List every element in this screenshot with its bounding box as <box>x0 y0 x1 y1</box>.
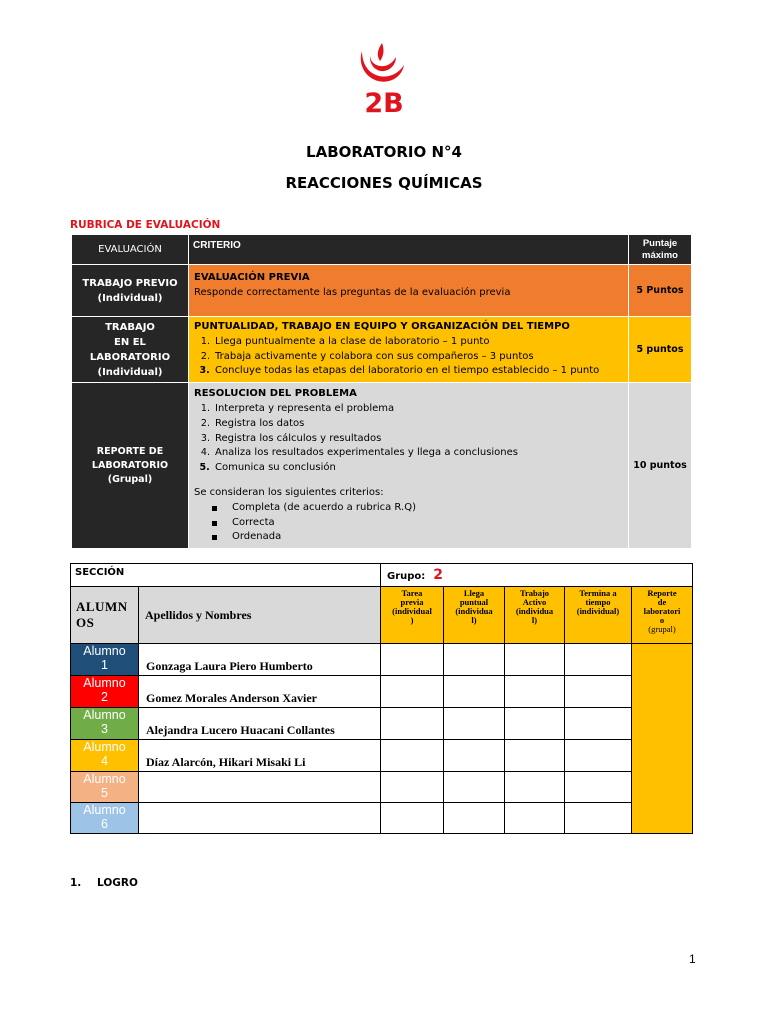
table-row <box>71 644 693 676</box>
table-row <box>71 676 693 708</box>
table-row <box>71 708 693 740</box>
section-number: 1. <box>70 877 82 889</box>
score-cell[interactable] <box>381 740 444 772</box>
header-evaluacion: EVALUACIÓN <box>72 235 189 265</box>
apellidos-header: Apellidos y Nombres <box>139 587 381 644</box>
score-cell[interactable] <box>565 740 632 772</box>
col-llega-puntual: Llega puntual (individua l) <box>444 587 505 644</box>
score-cell[interactable] <box>505 740 565 772</box>
score-cell[interactable] <box>444 708 505 740</box>
rubric-label: RUBRICA DE EVALUACIÓN <box>70 219 221 231</box>
col-tarea-previa: Tarea previa (individual ) <box>381 587 444 644</box>
score-cell[interactable] <box>381 772 444 803</box>
score-cell[interactable] <box>381 644 444 676</box>
score-cell[interactable] <box>565 772 632 803</box>
score-cell[interactable] <box>505 644 565 676</box>
row-points: 5 puntos <box>629 317 692 383</box>
grade-label: 2B <box>364 88 404 119</box>
page-number: 1 <box>689 952 696 966</box>
col-reporte: Reporte de laboratori o (grupal) <box>632 587 693 644</box>
table-row <box>71 772 693 803</box>
row-evaluation: REPORTE DE LABORATORIO (Grupal) <box>72 383 189 549</box>
score-cell[interactable] <box>565 644 632 676</box>
score-cell[interactable] <box>565 676 632 708</box>
score-cell[interactable] <box>444 803 505 834</box>
score-cell[interactable] <box>505 803 565 834</box>
students-table <box>70 563 693 834</box>
score-cell[interactable] <box>505 708 565 740</box>
rubric-row <box>72 265 692 317</box>
student-name: Díaz Alarcón, Hikari Misaki Li <box>139 740 381 772</box>
row-criterion: EVALUACIÓN PREVIA Responde correctamente las preguntas de la evaluación previa <box>189 265 629 317</box>
score-cell[interactable] <box>565 803 632 834</box>
document-title: LABORATORIO N°4 <box>306 143 462 161</box>
student-name <box>139 803 381 834</box>
seccion-label: SECCIÓN <box>71 564 381 587</box>
score-cell[interactable] <box>505 772 565 803</box>
student-label: Alumno 5 <box>71 772 139 803</box>
row-evaluation: TRABAJO EN EL LABORATORIO (Individual) <box>72 317 189 383</box>
rubric-row <box>72 383 692 549</box>
student-label: Alumno 1 <box>71 644 139 676</box>
row-criterion: PUNTUALIDAD, TRABAJO EN EQUIPO Y ORGANIZACIÓN DEL TIEMPO 1. Llega puntualmente a la clase de laboratorio – 1 punto 2. Trabaja activamente y colabora con sus compañeros – 3 puntos 3. Concluye todas las etapas del laboratorio en el tiempo establecido – 1 punto <box>189 317 629 383</box>
header-puntaje: Puntaje máximo <box>629 235 692 265</box>
student-name: Alejandra Lucero Huacani Collantes <box>139 708 381 740</box>
rubric-table <box>71 234 692 549</box>
row-points: 5 Puntos <box>629 265 692 317</box>
student-name <box>139 772 381 803</box>
score-cell[interactable] <box>444 772 505 803</box>
section-title: LOGRO <box>97 877 138 889</box>
score-cell[interactable] <box>444 740 505 772</box>
col-trabajo-activo: Trabajo Activo (individua l) <box>505 587 565 644</box>
score-cell[interactable] <box>565 708 632 740</box>
student-label: Alumno 2 <box>71 676 139 708</box>
col-termina-tiempo: Termina a tiempo (individual) <box>565 587 632 644</box>
row-points: 10 puntos <box>629 383 692 549</box>
grupo-field: Grupo: 2 <box>381 564 693 587</box>
table-row <box>71 740 693 772</box>
score-cell[interactable] <box>381 708 444 740</box>
score-cell[interactable] <box>381 676 444 708</box>
student-name: Gonzaga Laura Piero Humberto <box>139 644 381 676</box>
score-cell[interactable] <box>381 803 444 834</box>
header-criterio: CRITERIO <box>189 235 629 265</box>
student-name: Gomez Morales Anderson Xavier <box>139 676 381 708</box>
score-cell[interactable] <box>444 644 505 676</box>
rubric-row <box>72 317 692 383</box>
student-label: Alumno 3 <box>71 708 139 740</box>
table-row <box>71 803 693 834</box>
document-subtitle: REACCIONES QUÍMICAS <box>285 174 483 192</box>
row-criterion: RESOLUCION DEL PROBLEMA 1. Interpreta y representa el problema 2. Registra los datos 3. Registra los cálculos y resultados 4. Analiza los resultados experimentales y llega a conclusiones 5. Comunica su conclusión Se consideran los siguientes criterios: Completa (de acuerdo a rubrica R.Q) Correcta Ordenada <box>189 383 629 549</box>
grupo-value: 2 <box>433 567 444 583</box>
alumnos-header: ALUMN OS <box>71 587 139 644</box>
report-cell[interactable] <box>632 644 693 834</box>
score-cell[interactable] <box>444 676 505 708</box>
row-evaluation: TRABAJO PREVIO (Individual) <box>72 265 189 317</box>
student-label: Alumno 6 <box>71 803 139 834</box>
student-label: Alumno 4 <box>71 740 139 772</box>
upc-logo-icon <box>356 37 408 87</box>
score-cell[interactable] <box>505 676 565 708</box>
